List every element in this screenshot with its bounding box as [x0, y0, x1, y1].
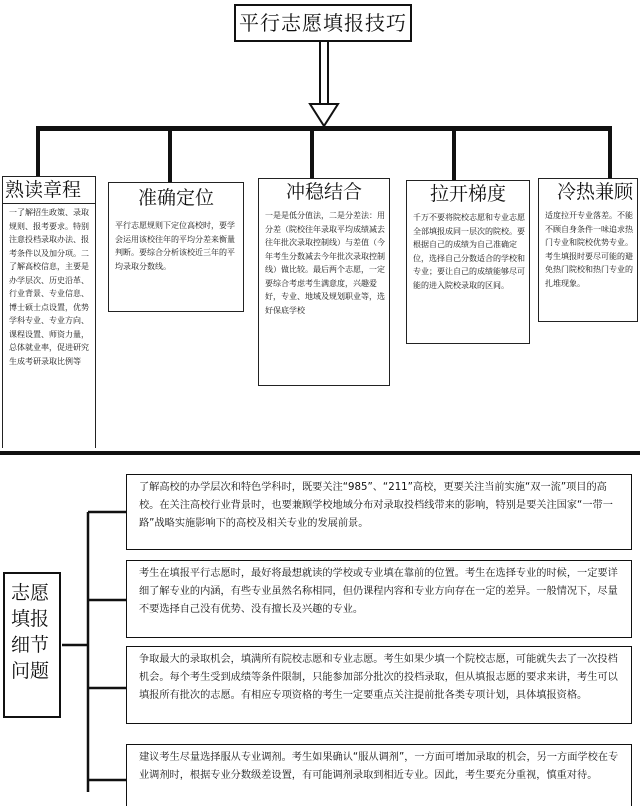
drop-2	[168, 126, 172, 184]
card-lengre-head: 冷热兼顾	[557, 181, 634, 203]
drop-4	[452, 126, 456, 182]
card-zhunque-body: 平行志愿规则下定位高校时，要学会运用该校往年的平均分差来衡量判断。要综合分析该校近三年的平均录取分数线。	[115, 221, 235, 271]
card-zhunque	[108, 182, 244, 312]
diagram-title: 平行志愿填报技巧	[234, 4, 412, 42]
card-lakai	[406, 180, 530, 344]
card-shudu-body: 一了解招生政策、录取规则、报考要求。特别注意投档录取办法、报考条件以及加分项。二了解高校信息，主要是办学层次、历史沿革、行业背景、专业信息、博士硕士点设置，优势学科专业、专业方向、课程设置、师资力量，总体就业率，促进研究生成考研录取比例等	[2, 203, 96, 448]
branch-bar	[36, 126, 612, 131]
drop-3	[310, 126, 314, 178]
card-shudu	[2, 176, 96, 448]
side-label-line-3: 细节	[11, 634, 50, 656]
side-label-line-4: 问题	[11, 660, 50, 682]
detail-box-3: 争取最大的录取机会，填满所有院校志愿和专业志愿。考生如果少填一个院校志愿，可能就失去了一次投档机会。每个考生受到成绩等条件限制，只能参加部分批次的投档录取，但从填报志愿的要求来讲，考生可以填报所有批次的志愿。有相应专项资格的考生一定要重点关注提前批各类专项计划，具体填报资格。	[126, 646, 632, 724]
side-label	[3, 572, 61, 718]
card-zhunque-head: 准确定位	[137, 187, 214, 209]
card-chongwen-body: 一是是低分值法，二是分差法：用分差（院校往年录取平均成绩减去往年批次录取控制线）与差值（今年考生分数减去今年批次录取控制线）做比较。最后两个志愿，一定要综合考虑考生满意度，兴趣爱好，专业、地域及规划职业等，选好保底学校	[265, 211, 385, 315]
section-divider	[0, 451, 640, 455]
card-lakai-body: 千万不要将院校志愿和专业志愿全部填报成同一层次的院校。要根据自己的成绩为自己准确定位，选择自己分数适合的学校和专业；要让自己的成绩能够尽可能的进入院校录取的区间。	[413, 213, 525, 290]
detail-box-2: 考生在填报平行志愿时，最好将最想就读的学校或专业填在靠前的位置。考生在选择专业的时候，一定要详细了解专业的内涵，有些专业虽然名称相同，但仍课程内容和专业方向存在一定的差异。一般情况下，尽量不要选择自己没有优势、没有擅长及兴趣的专业。	[126, 560, 632, 638]
detail-box-4: 建议考生尽量选择服从专业调剂。考生如果确认“服从调剂”，一方面可增加录取的机会，另一方面学校在专业调剂时，根据专业分数级差设置，有可能调剂录取到相近专业。因此，考生要充分重视，慎重对待。	[126, 744, 632, 806]
drop-5	[608, 126, 612, 180]
card-shudu-head: 熟读章程	[2, 176, 96, 203]
drop-1	[36, 126, 40, 178]
side-label-line-1: 志愿	[11, 582, 50, 604]
arrow-head	[310, 104, 338, 126]
card-lakai-head: 拉开梯度	[429, 183, 506, 205]
side-label-line-2: 填报	[11, 608, 50, 630]
card-lengre	[538, 178, 638, 322]
card-chongwen	[258, 178, 390, 386]
card-lengre-body: 适度拉开专业落差。不能不顾自身条件一味追求热门专业和院校优势专业。考生填报时要尽可能的避免热门院校和热门专业的扎堆现象。	[545, 211, 633, 288]
detail-box-1: 了解高校的办学层次和特色学科时，既要关注“985”、“211”高校，更要关注当前实施“双一流”项目的高校。在关注高校行业背景时，也要兼顾学校地域分布对录取投档线带来的影响，特别是要关注国家“一带一路”战略实施影响下的高校及相关专业的发展前景。	[126, 474, 632, 550]
card-chongwen-head: 冲稳结合	[285, 181, 362, 203]
